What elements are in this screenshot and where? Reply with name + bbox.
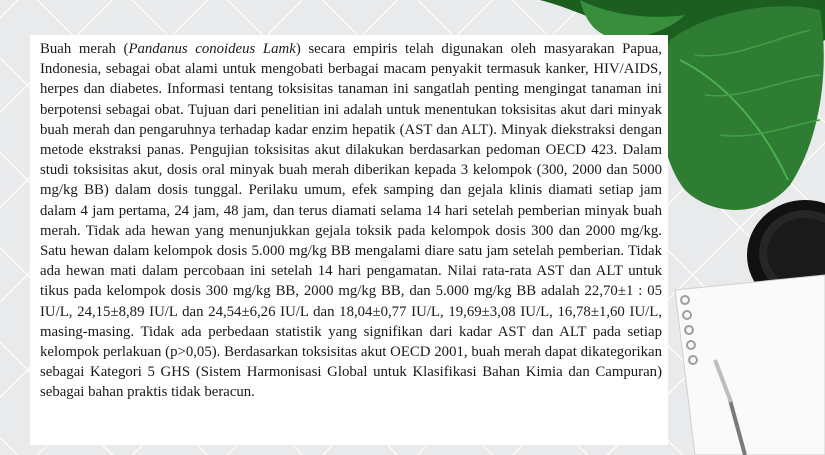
abstract-rest: ) secara empiris telah digunakan oleh masyarakan Papua, Indonesia, sebagai obat alami untuk mengobati berbagai macam penyakit termasuk kanker, HIV/AIDS, herpes dan diabetes. Informasi tentang toksisitas tanaman ini sangatlah penting mengingat tanaman ini berpotensi sebagai obat. Tujuan dari penelitian ini adalah untuk menentukan toksisitas akut dari minyak buah merah dan pengaruhnya terhadap kadar enzim hepatik (AST dan ALT). Minyak diekstraksi dengan metode ekstraksi panas. Pengujian toksisitas akut dilakukan berdasarkan pedoman OECD 423. Dalam studi toksisitas akut, dosis oral minyak buah merah diberikan kepada 3 kelompok (300, 2000 dan 5000 mg/kg BB) dalam dosis tunggal. Perilaku umum, efek samping dan gejala klinis diamati setiap jam dalam 4 jam pertama, 24 jam, 48 jam, dan terus diamati selama 14 hari setelah pemberian minyak buah merah. Tidak ada hewan yang menunjukkan gejala toksik pada kelompok dosis 300 dan 2000 mg/kg. Satu hewan dalam kelompok dosis 5.000 mg/kg BB mengalami diare satu jam setelah pemberian. Tidak ada hewan mati dalam percobaan ini setelah 14 hari pengamatan. Nilai rata-rata AST dan ALT untuk tikus pada kelompok dosis 300 mg/kg BB, 2000 mg/kg BB, dan 5.000 mg/kg BB adalah 22,70±1 : 05 IU/L, 24,15±8,89 IU/L dan 24,54±6,26 IU/L dan 18,04±0,77 IU/L, 19,69±3,08 IU/L, 16,78±1,60 IU/L, masing-masing. Tidak ada perbedaan statistik yang signifikan dari kadar AST dan ALT pada setiap kelompok perlakuan (p>0,05). Berdasarkan toksisitas akut OECD 2001, buah merah dapat dikategorikan sebagai Kategori 5 GHS (Sistem Harmonisasi Global untuk Klasifikasi Bahan Kimia dan Campuran) sebagai bahan praktis tidak beracun.	[40, 41, 663, 401]
notebook-decoration	[655, 270, 825, 455]
abstract-card	[30, 35, 668, 445]
abstract-text	[40, 39, 662, 403]
species-name: Pandanus conoideus Lamk	[128, 41, 296, 57]
abstract-lead: Buah merah (	[40, 41, 129, 57]
